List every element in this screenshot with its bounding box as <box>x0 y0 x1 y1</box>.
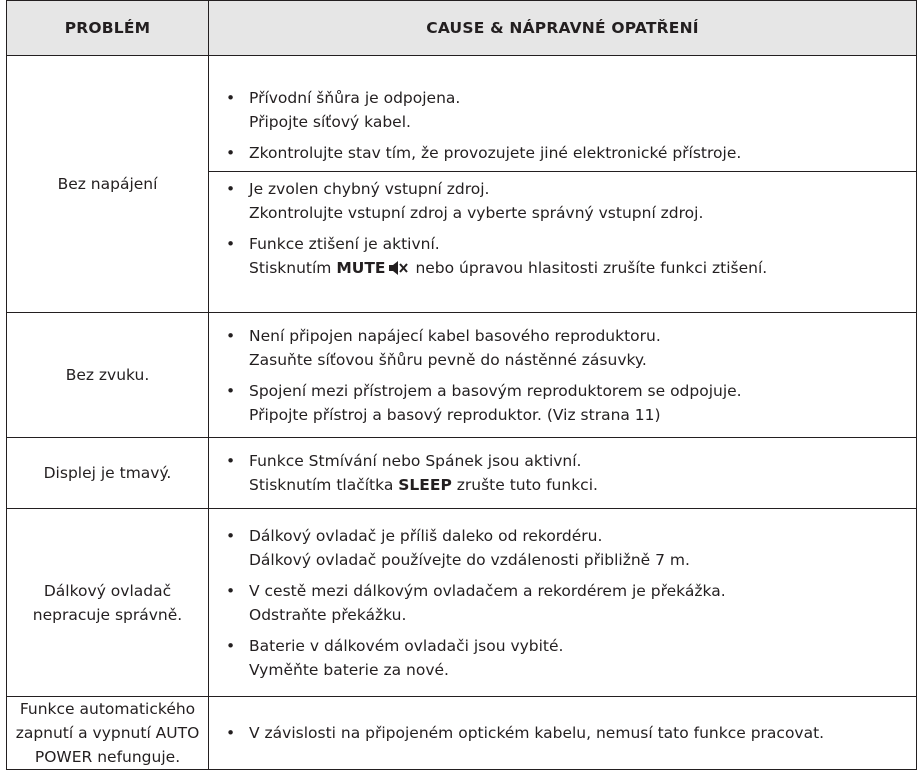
cause-text: V cestě mezi dálkovým ovladačem a rekordérem je překážka. <box>249 581 726 600</box>
remedy-text: Odstraňte překážku. <box>249 605 407 624</box>
sleep-key-label: SLEEP <box>398 476 452 494</box>
bullet-icon: • <box>226 636 236 655</box>
remedy-text: Zasuňte síťovou šňůru pevně do nástěnné zásuvky. <box>249 350 647 369</box>
cause-item <box>209 324 916 372</box>
bullet-icon: • <box>226 179 236 198</box>
cause-item <box>209 86 916 134</box>
cause-text: Zkontrolujte stav tím, že provozujete jiné elektronické přístroje. <box>249 143 742 162</box>
cause-group <box>209 721 916 745</box>
bullet-icon: • <box>226 88 236 107</box>
cause-group <box>209 171 916 289</box>
bullet-icon: • <box>226 326 236 345</box>
remedy-text <box>249 473 906 497</box>
cause-cell <box>209 313 917 438</box>
bullet-icon: • <box>226 381 236 400</box>
cause-group <box>209 318 916 433</box>
bullet-icon: • <box>226 143 236 162</box>
cause-cell <box>209 697 917 770</box>
table-row <box>7 438 917 509</box>
cause-text: V závislosti na připojeném optickém kabelu, nemusí tato funkce pracovat. <box>249 724 825 742</box>
remedy-text: Zkontrolujte vstupní zdroj a vyberte správný vstupní zdroj. <box>249 203 704 222</box>
bullet-icon: • <box>226 526 236 545</box>
bullet-icon: • <box>226 452 236 470</box>
cause-group <box>209 441 916 505</box>
header-row <box>7 1 917 56</box>
cause-item <box>209 721 916 745</box>
table-row <box>7 313 917 438</box>
cause-item <box>209 379 916 427</box>
cause-cell <box>209 56 917 313</box>
cause-text: Není připojen napájecí kabel basového reproduktoru. <box>249 326 661 345</box>
cause-text: Spojení mezi přístrojem a basovým reproduktorem se odpojuje. <box>249 381 742 400</box>
remedy-text: Připojte síťový kabel. <box>249 112 411 131</box>
problem-cell: Bez zvuku. <box>7 313 209 438</box>
remedy-text <box>249 256 906 283</box>
cause-item <box>209 449 916 497</box>
cause-text: Funkce ztišení je aktivní. <box>249 234 440 253</box>
remedy-post: nebo úpravou hlasitosti zrušíte funkci ztišení. <box>410 258 768 277</box>
troubleshooting-table <box>6 0 917 770</box>
remedy-text: Vyměňte baterie za nové. <box>249 660 449 679</box>
cause-text: Dálkový ovladač je příliš daleko od rekordéru. <box>249 526 603 545</box>
problem-cell: Funkce automatického zapnutí a vypnutí AUTO POWER nefunguje. <box>7 697 209 770</box>
mute-key-label: MUTE <box>336 258 386 277</box>
remedy-pre: Stisknutím <box>249 258 337 277</box>
cause-cell <box>209 438 917 509</box>
cause-item <box>209 579 916 627</box>
cause-text: Funkce Stmívání nebo Spánek jsou aktivní. <box>249 452 582 470</box>
cause-group <box>209 516 916 690</box>
cause-item <box>209 634 916 682</box>
bullet-icon: • <box>226 234 236 253</box>
remedy-post: zrušte tuto funkci. <box>451 476 598 494</box>
remedy-pre: Stisknutím tlačítka <box>249 476 399 494</box>
header-cause: CAUSE & NÁPRAVNÉ OPATŘENÍ <box>209 1 917 56</box>
remedy-text: Připojte přístroj a basový reproduktor. (Viz strana 11) <box>249 405 661 424</box>
cause-item <box>209 232 916 283</box>
cause-cell <box>209 509 917 697</box>
cause-item <box>209 177 916 225</box>
problem-cell: Bez napájení <box>7 56 209 313</box>
table-row <box>7 697 917 770</box>
cause-item <box>209 524 916 572</box>
table-row <box>7 509 917 697</box>
bullet-icon: • <box>226 581 236 600</box>
mute-icon <box>388 259 408 283</box>
remedy-text: Dálkový ovladač používejte do vzdálenosti přibližně 7 m. <box>249 550 690 569</box>
cause-text: Přívodní šňůra je odpojena. <box>249 88 461 107</box>
problem-cell: Dálkový ovladač nepracuje správně. <box>7 509 209 697</box>
table-row <box>7 56 917 313</box>
cause-group <box>209 80 916 171</box>
problem-cell: Displej je tmavý. <box>7 438 209 509</box>
bullet-icon: • <box>226 724 236 742</box>
header-problem: PROBLÉM <box>7 1 209 56</box>
cause-item <box>209 141 916 165</box>
cause-text: Baterie v dálkovém ovladači jsou vybité. <box>249 636 564 655</box>
cause-text: Je zvolen chybný vstupní zdroj. <box>249 179 490 198</box>
